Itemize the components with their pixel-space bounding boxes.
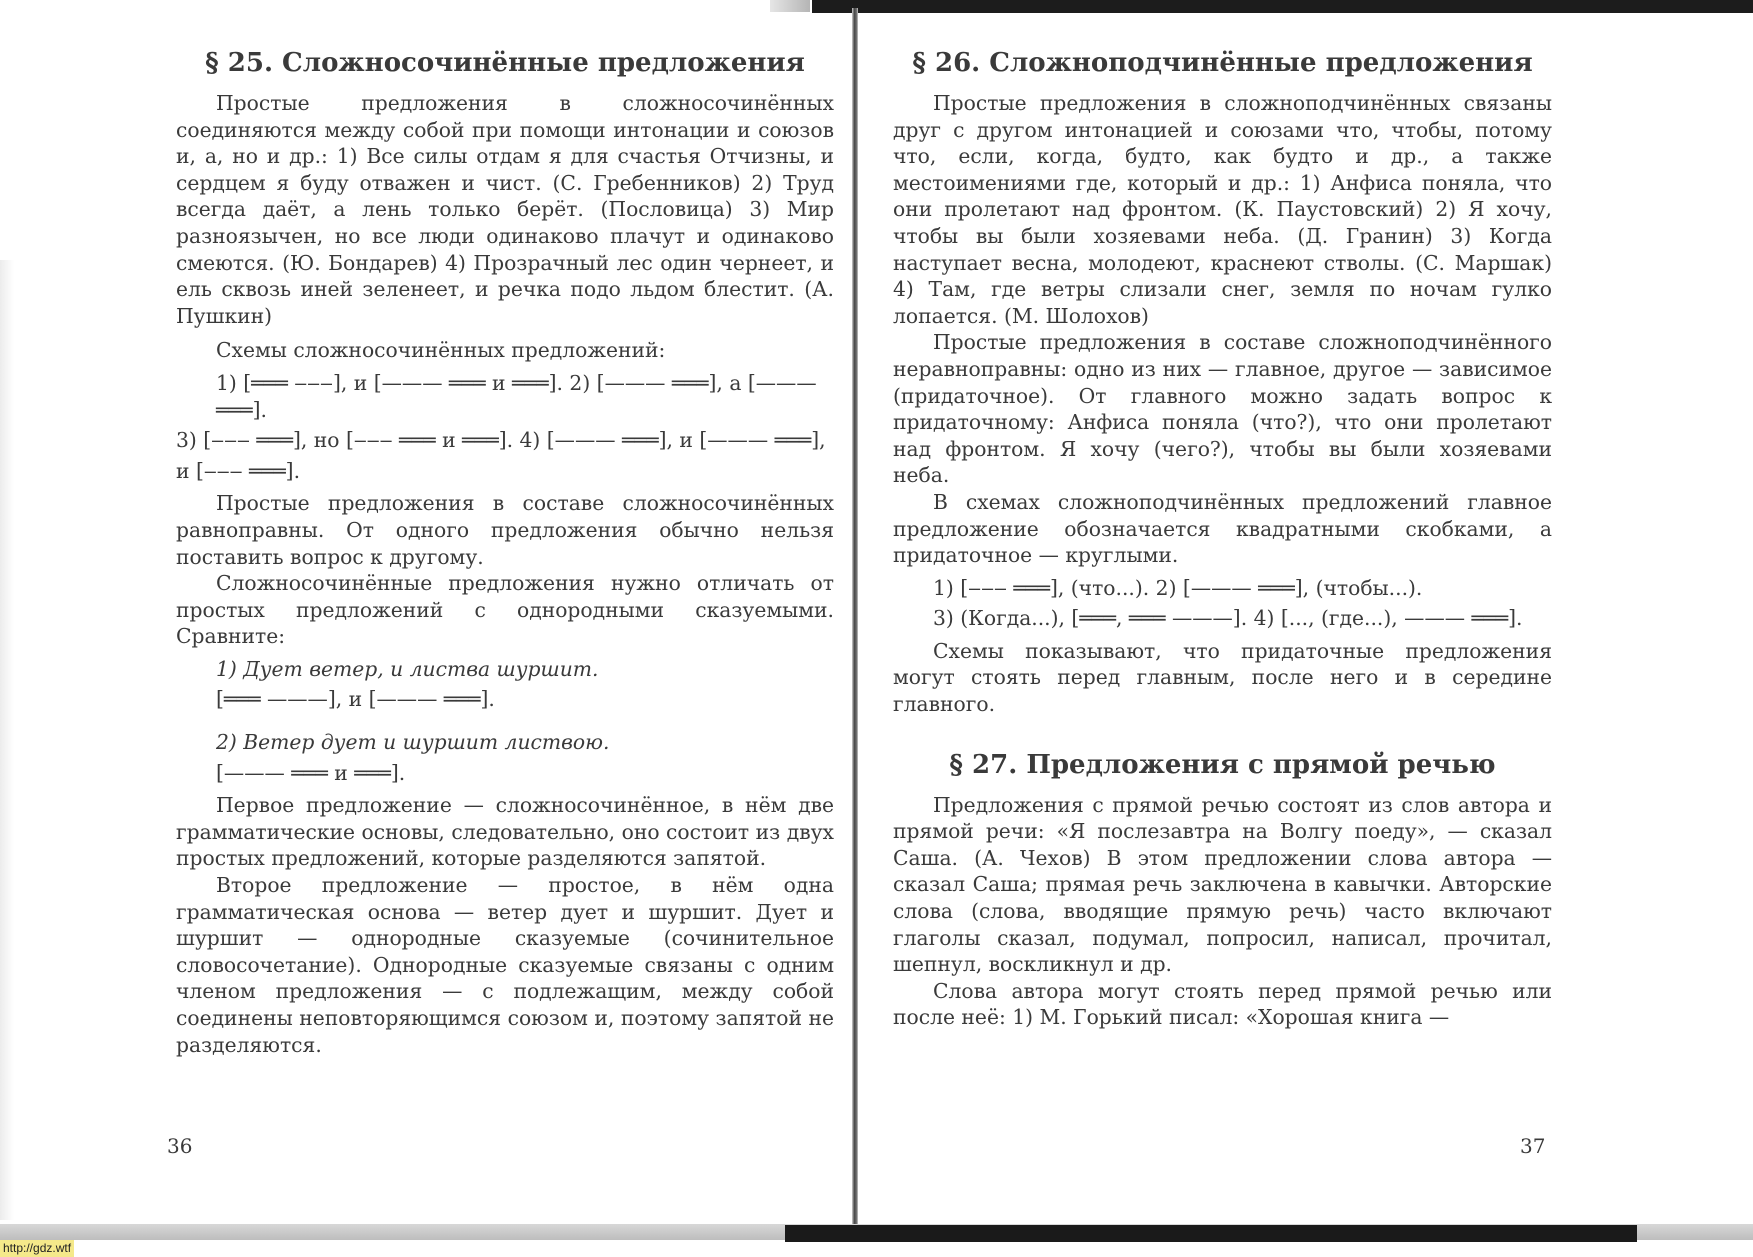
section-title-26: § 26. Сложноподчинённые предложения (912, 48, 1533, 78)
page-number-right: 37 (1520, 1134, 1546, 1158)
schemes-block (176, 370, 834, 484)
scheme-line: 1) [‒‒‒ ═══], (что...). 2) [——— ═══], (чтобы...). (933, 575, 1423, 600)
paragraph-distinguish: Сложносочинённые предложения нужно отличать от простых предложений с однородными сказуемыми. Сравните: (176, 571, 834, 649)
paragraph-author-position: Слова автора могут стоять перед прямой речью или после неё: 1) М. Горький писал: «Хорошая книга — (893, 978, 1552, 1030)
section-title-27: § 27. Предложения с прямой речью (949, 749, 1496, 780)
paragraph-unequal: Простые предложения в составе сложноподчинённого неравноправны: одно из них — главное, другое — зависимое (придаточное). От главного можно задать вопрос к придаточному: Анфиса поняла (что?), что они пролетают над фронтом. Я хочу (чего?), чтобы вы были хозяевами неба. (893, 330, 1552, 488)
book-spine (852, 8, 858, 1228)
scan-edge-bottom-right (785, 1225, 1637, 1242)
paragraph-brackets: В схемах сложноподчинённых предложений главное предложение обозначается квадратными скобками, а придаточное — круглыми. (893, 489, 1552, 568)
compare-block (176, 656, 834, 786)
paragraph-second-explained: Второе предложение — простое, в нём одна грамматическая основа — ветер дует и шуршит. Дует и шуршит — однородные сказуемые (сочинительное словосочетание). Однородные сказуемые связаны с одним членом предложения — с подлежащим, между собой соединены неповторяющимся союзом и, поэтому запятой не разделяются. (176, 873, 834, 1057)
scheme-line: и [‒‒‒ ═══]. (176, 458, 301, 483)
paragraph-intro: Простые предложения в сложноподчинённых связаны друг с другом интонацией и союзами что, чтобы, потому что, если, когда, будто, как будто и др., а также местоимениями где, который и др.: 1) Анфиса поняла, что они пролетают над фронтом. (К. Паустовский) 2) Я хочу, чтобы вы были хозяевами неба. (Д. Гранин) 3) Когда наступает весна, молодеют, краснеют стволы. (С. Маршак) 4) Там, где ветры слизали снег, земля по ночам гулко лопается. (М. Шолохов) (893, 91, 1552, 328)
paragraph-first-explained: Первое предложение — сложносочинённое, в нём две грамматические основы, следовательно, оно состоит из двух простых предложений, которые разделяются запятой. (176, 793, 834, 871)
schemes-block (893, 575, 1552, 632)
paragraph-equal: Простые предложения в составе сложносочинённых равноправны. От одного предложения обычно нельзя поставить вопрос к другому. (176, 491, 834, 569)
page-number-left: 36 (167, 1134, 193, 1158)
compare-sentence-1: 1) Дует ветер, и листва шуршит. (216, 656, 599, 681)
left-page (176, 46, 834, 1058)
scheme-line: 3) [‒‒‒ ═══], но [‒‒‒ ═══ и ═══]. 4) [——— ═══], и [——— ═══], (176, 428, 826, 453)
compare-scheme-1: [═══ ———], и [——— ═══]. (216, 687, 495, 712)
paragraph-intro: Простые предложения в сложносочинённых соединяются между собой при помощи интонации и союзов и, а, но и др.: 1) Все силы отдам я для счастья Отчизны, и сердцем я буду отважен и чист. (С. Гребенников) 2) Труд всегда даёт, а лень только берёт. (Пословица) 3) Мир разноязычен, но все люди одинаково плачут и одинаково смеются. (Ю. Бондарев) 4) Прозрачный лес один чернеет, и ель сквозь иней зеленеет, и речка подо льдом блестит. (А. Пушкин) (176, 91, 834, 328)
section-title-25: § 25. Сложносочинённые предложения (205, 48, 805, 78)
schemes-heading: Схемы сложносочинённых предложений: (216, 338, 666, 363)
paragraph-direct-speech: Предложения с прямой речью состоят из слов автора и прямой речи: «Я послезавтра на Волгу поеду», — сказал Саша. (А. Чехов) В этом предложении слова автора — сказал Саша; прямая речь заключена в кавычки. Авторские слова (слова, вводящие прямую речь) часто включают глаголы сказал, подумал, попросил, написал, прочитал, шепнул, воскликнул и др. (893, 792, 1552, 977)
scheme-line: 1) [═══ ‒‒‒], и [——— ═══ и ═══]. 2) [——— ═══], а [——— ═══]. (216, 370, 817, 422)
compare-sentence-2: 2) Ветер дует и шуршит листвою. (216, 730, 610, 755)
compare-scheme-2: [——— ═══ и ═══]. (216, 760, 406, 785)
scan-edge-top-left (770, 0, 810, 12)
watermark-link[interactable]: http://gdz.wtf (0, 1240, 74, 1257)
paragraph-positions: Схемы показывают, что придаточные предложения могут стоять перед главным, после него и в середине главного. (893, 638, 1552, 717)
scheme-line: 3) (Когда...), [═══, ═══ ———]. 4) [..., (где...), ——— ═══]. (933, 606, 1523, 631)
right-page (893, 46, 1552, 1031)
scan-shadow-left (0, 260, 14, 1220)
scan-edge-top-right (812, 0, 1753, 13)
